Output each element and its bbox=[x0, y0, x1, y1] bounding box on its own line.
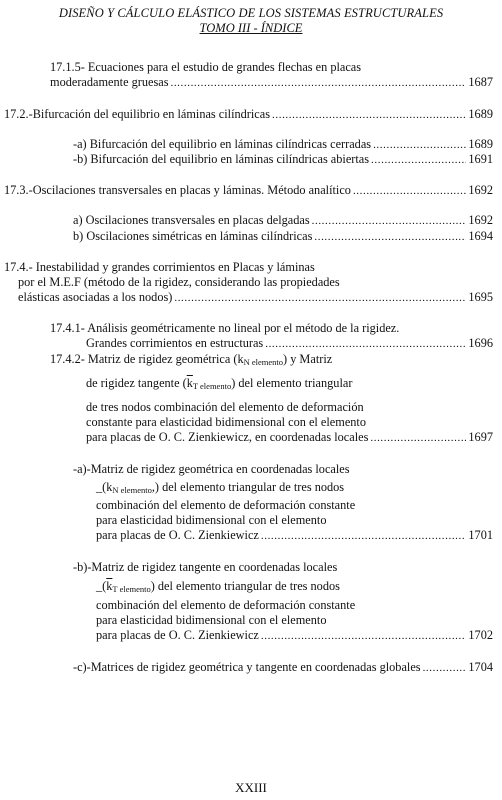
toc-entry-17-4-2-a-line1: -a)-Matriz de rigidez geométrica en coordenadas locales bbox=[73, 462, 350, 476]
page-number: 1695 bbox=[468, 290, 493, 304]
page-number: 1687 bbox=[468, 75, 493, 89]
tangent-stiffness-symbol: $\overline{k}$ bbox=[106, 579, 113, 593]
toc-entry-17-2[interactable] bbox=[4, 107, 493, 123]
page-number: 1704 bbox=[468, 660, 493, 674]
toc-entry-17-4-2-a-line3: combinación del elemento de deformación constante bbox=[96, 498, 356, 512]
toc-entry-17-4[interactable] bbox=[18, 290, 493, 306]
toc-entry-17-4-2-a-line4: para elasticidad bidimensional con el elemento bbox=[96, 513, 327, 527]
running-header bbox=[0, 6, 502, 35]
page-number: 1692 bbox=[468, 213, 493, 227]
leader-dots bbox=[174, 290, 466, 306]
toc-entry-17-2-b[interactable] bbox=[73, 152, 493, 168]
toc-entry-text: para placas de O. C. Zienkiewicz bbox=[96, 528, 259, 542]
stiffness-subscript: N elemento bbox=[243, 357, 284, 367]
stiffness-symbol: k bbox=[106, 480, 113, 494]
page-number: 1689 bbox=[468, 137, 493, 151]
toc-entry-17-4-2-c[interactable] bbox=[73, 660, 493, 676]
toc-entry-17-3-b[interactable] bbox=[73, 229, 493, 245]
leader-dots bbox=[261, 628, 467, 644]
leader-dots bbox=[265, 336, 466, 352]
page-number: 1689 bbox=[468, 107, 493, 121]
toc-entry-17-4-line2: por el M.E.F (método de la rigidez, considerando las propiedades bbox=[18, 275, 340, 289]
toc-entry-text: 17.3.-Oscilaciones transversales en placas y láminas. Método analítico bbox=[4, 183, 351, 197]
leader-dots bbox=[272, 107, 466, 123]
toc-entry-text: para placas de O. C. Zienkiewicz bbox=[96, 628, 259, 642]
stiffness-subscript: N elemento bbox=[112, 485, 152, 495]
toc-entry-text: -a) Bifurcación del equilibrio en láminas cilíndricas cerradas bbox=[73, 137, 372, 151]
toc-entry-text: para placas de O. C. Zienkiewicz, en coordenadas locales bbox=[86, 430, 369, 444]
tangent-stiffness-symbol: $\overline{k}$ bbox=[186, 376, 193, 390]
toc-entry-text: moderadamente gruesas bbox=[50, 75, 169, 89]
tangent-stiffness-subscript: T elemento bbox=[112, 584, 151, 594]
leader-dots bbox=[314, 229, 466, 245]
volume-subtitle: TOMO III - ÍNDICE bbox=[199, 21, 303, 35]
page-footer-number: XXIII bbox=[235, 780, 267, 795]
leader-dots bbox=[373, 137, 466, 153]
toc-entry-17-4-2-b-line4: para elasticidad bidimensional con el elemento bbox=[96, 613, 327, 627]
leader-dots bbox=[423, 660, 467, 676]
toc-entry-17-2-a[interactable] bbox=[73, 137, 493, 153]
page-number: 1692 bbox=[468, 183, 493, 197]
leader-dots bbox=[261, 528, 467, 544]
page-number: 1696 bbox=[468, 336, 493, 350]
page-number: 1694 bbox=[468, 229, 493, 243]
toc-entry-17-4-2-line3: de tres nodos combinación del elemento de deformación bbox=[86, 400, 364, 414]
toc-entry-17-4-2[interactable] bbox=[86, 430, 493, 446]
toc-entry-17-4-1[interactable] bbox=[86, 336, 493, 352]
page-number: 1702 bbox=[468, 628, 493, 642]
page-number: 1701 bbox=[468, 528, 493, 542]
tangent-stiffness-subscript: T elemento bbox=[192, 381, 232, 391]
toc-entry-text: elásticas asociadas a los nodos) bbox=[18, 290, 173, 304]
toc-entry-17-4-2-b[interactable] bbox=[96, 628, 493, 644]
toc-entry-text: -c)-Matrices de rigidez geométrica y tangente en coordenadas globales bbox=[73, 660, 421, 674]
toc-entry-17-1-5-line1: 17.1.5- Ecuaciones para el estudio de grandes flechas en placas bbox=[50, 60, 362, 74]
toc-entry-text: 17.2.-Bifurcación del equilibrio en láminas cilíndricas bbox=[4, 107, 271, 121]
book-title: DISEÑO Y CÁLCULO ELÁSTICO DE LOS SISTEMAS ESTRUCTURALES bbox=[58, 6, 444, 20]
toc-entry-text: b) Oscilaciones simétricas en láminas cilíndricas bbox=[73, 229, 313, 243]
toc-entry-17-4-1-line1: 17.4.1- Análisis geométricamente no lineal por el método de la rigidez. bbox=[50, 321, 400, 335]
toc-entry-17-4-2-b-line1: -b)-Matriz de rigidez tangente en coordenadas locales bbox=[73, 560, 338, 574]
toc-entry-text: -b) Bifurcación del equilibrio en láminas cilíndricas abiertas bbox=[73, 152, 370, 166]
leader-dots bbox=[170, 75, 466, 91]
toc-entry-17-4-2-line2: de rigidez tangente $(\overline{k}_{T elemento})$ del elemento triangular bbox=[86, 376, 353, 391]
page-number: 1691 bbox=[468, 152, 493, 166]
toc-entry-text: Grandes corrimientos en estructuras bbox=[86, 336, 264, 350]
toc-entry-text: a) Oscilaciones transversales en placas delgadas bbox=[73, 213, 310, 227]
toc-entry-17-4-2-a-line2: $\_(k_{N elemento},)$ del elemento triangular de tres nodos bbox=[96, 480, 345, 495]
toc-entry-17-4-2-b-line2: $\_(\overline{k}_{T elemento})$ del elemento triangular de tres nodos bbox=[96, 579, 340, 594]
toc-entry-17-4-2-a[interactable] bbox=[96, 528, 493, 544]
toc-entry-17-3-a[interactable] bbox=[73, 213, 493, 229]
toc-entry-17-4-2-line1: 17.4.2- Matriz de rigidez geométrica $(k_{N elemento})$ y Matriz bbox=[50, 352, 333, 367]
leader-dots bbox=[353, 183, 466, 199]
stiffness-symbol: k bbox=[237, 352, 244, 366]
leader-dots bbox=[312, 213, 467, 229]
toc-entry-17-1-5[interactable] bbox=[50, 75, 493, 91]
toc-entry-17-4-line1: 17.4.- Inestabilidad y grandes corrimientos en Placas y láminas bbox=[4, 260, 315, 274]
toc-entry-17-3[interactable] bbox=[4, 183, 493, 199]
page-number: 1697 bbox=[468, 430, 493, 444]
toc-entry-17-4-2-b-line3: combinación del elemento de deformación constante bbox=[96, 598, 356, 612]
leader-dots bbox=[371, 152, 466, 168]
toc-entry-17-4-2-line4: constante para elasticidad bidimensional con el elemento bbox=[86, 415, 366, 429]
leader-dots bbox=[370, 430, 466, 446]
